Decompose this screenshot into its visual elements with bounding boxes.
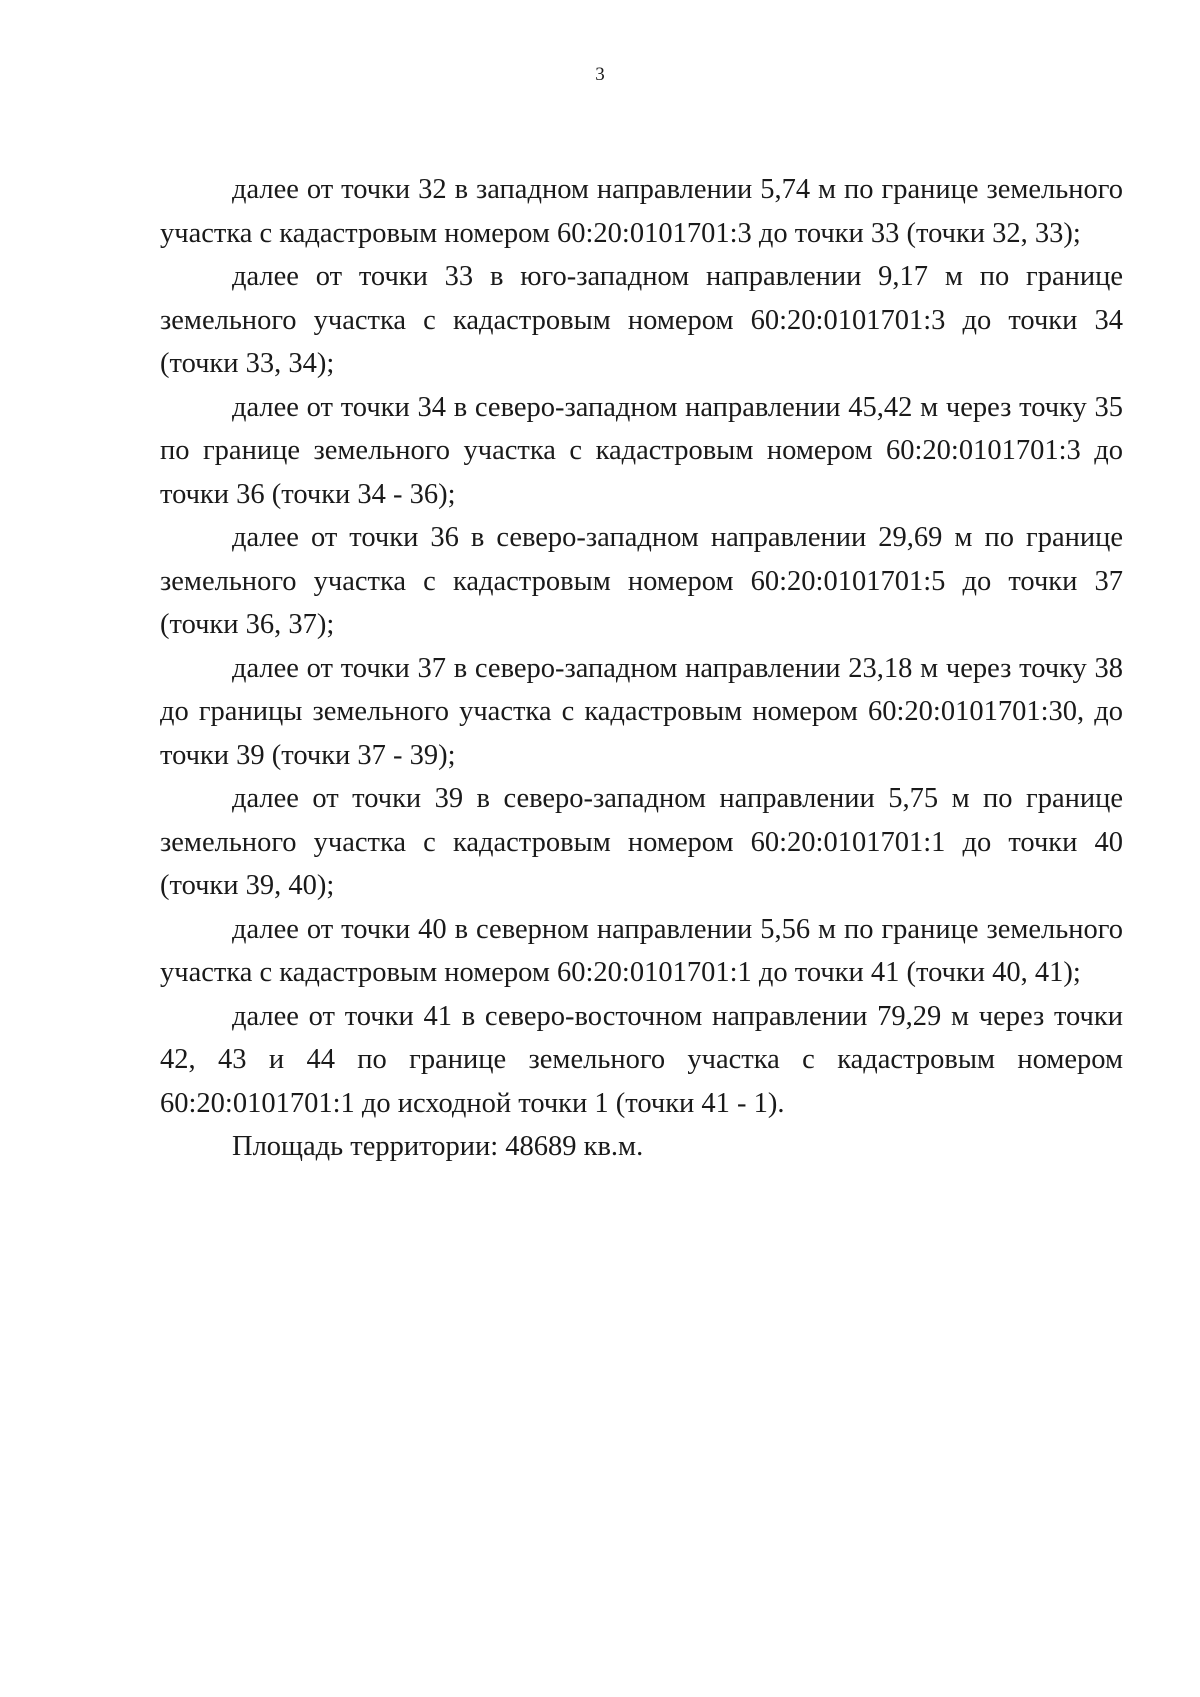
paragraph-point-34: далее от точки 34 в северо-западном направлении 45,42 м через точку 35 по границе земельного участка с кадастровым номером 60:20:0101701:3 до точки 36 (точки 34 - 36);: [160, 391, 1123, 510]
page-number: 3: [595, 64, 605, 85]
paragraph-point-36: далее от точки 36 в северо-западном направлении 29,69 м по границе земельного участка с кадастровым номером 60:20:0101701:5 до точки 37 (точки 36, 37);: [160, 522, 1123, 640]
paragraph-point-33: далее от точки 33 в юго-западном направлении 9,17 м по границе земельного участка с кадастровым номером 60:20:0101701:3 до точки 34 (точки 33, 34);: [160, 261, 1123, 379]
paragraph-point-41: далее от точки 41 в северо-восточном направлении 79,29 м через точки 42, 43 и 44 по границе земельного участка с кадастровым номером 60:20:0101701:1 до исходной точки 1 (точки 41 - 1).: [160, 1000, 1123, 1119]
paragraph-point-39: далее от точки 39 в северо-западном направлении 5,75 м по границе земельного участка с кадастровым номером 60:20:0101701:1 до точки 40 (точки 39, 40);: [160, 783, 1123, 901]
paragraph-point-37: далее от точки 37 в северо-западном направлении 23,18 м через точку 38 до границы земельного участка с кадастровым номером 60:20:0101701:30, до точки 39 (точки 37 - 39);: [160, 652, 1123, 771]
paragraph-point-40: далее от точки 40 в северном направлении 5,56 м по границе земельного участка с кадастровым номером 60:20:0101701:1 до точки 41 (точки 40, 41);: [160, 913, 1123, 988]
paragraph-point-32: далее от точки 32 в западном направлении 5,74 м по границе земельного участка с кадастровым номером 60:20:0101701:3 до точки 33 (точки 32, 33);: [160, 174, 1123, 249]
territory-area: Площадь территории: 48689 кв.м.: [232, 1131, 644, 1162]
document-body: [160, 168, 1123, 1169]
